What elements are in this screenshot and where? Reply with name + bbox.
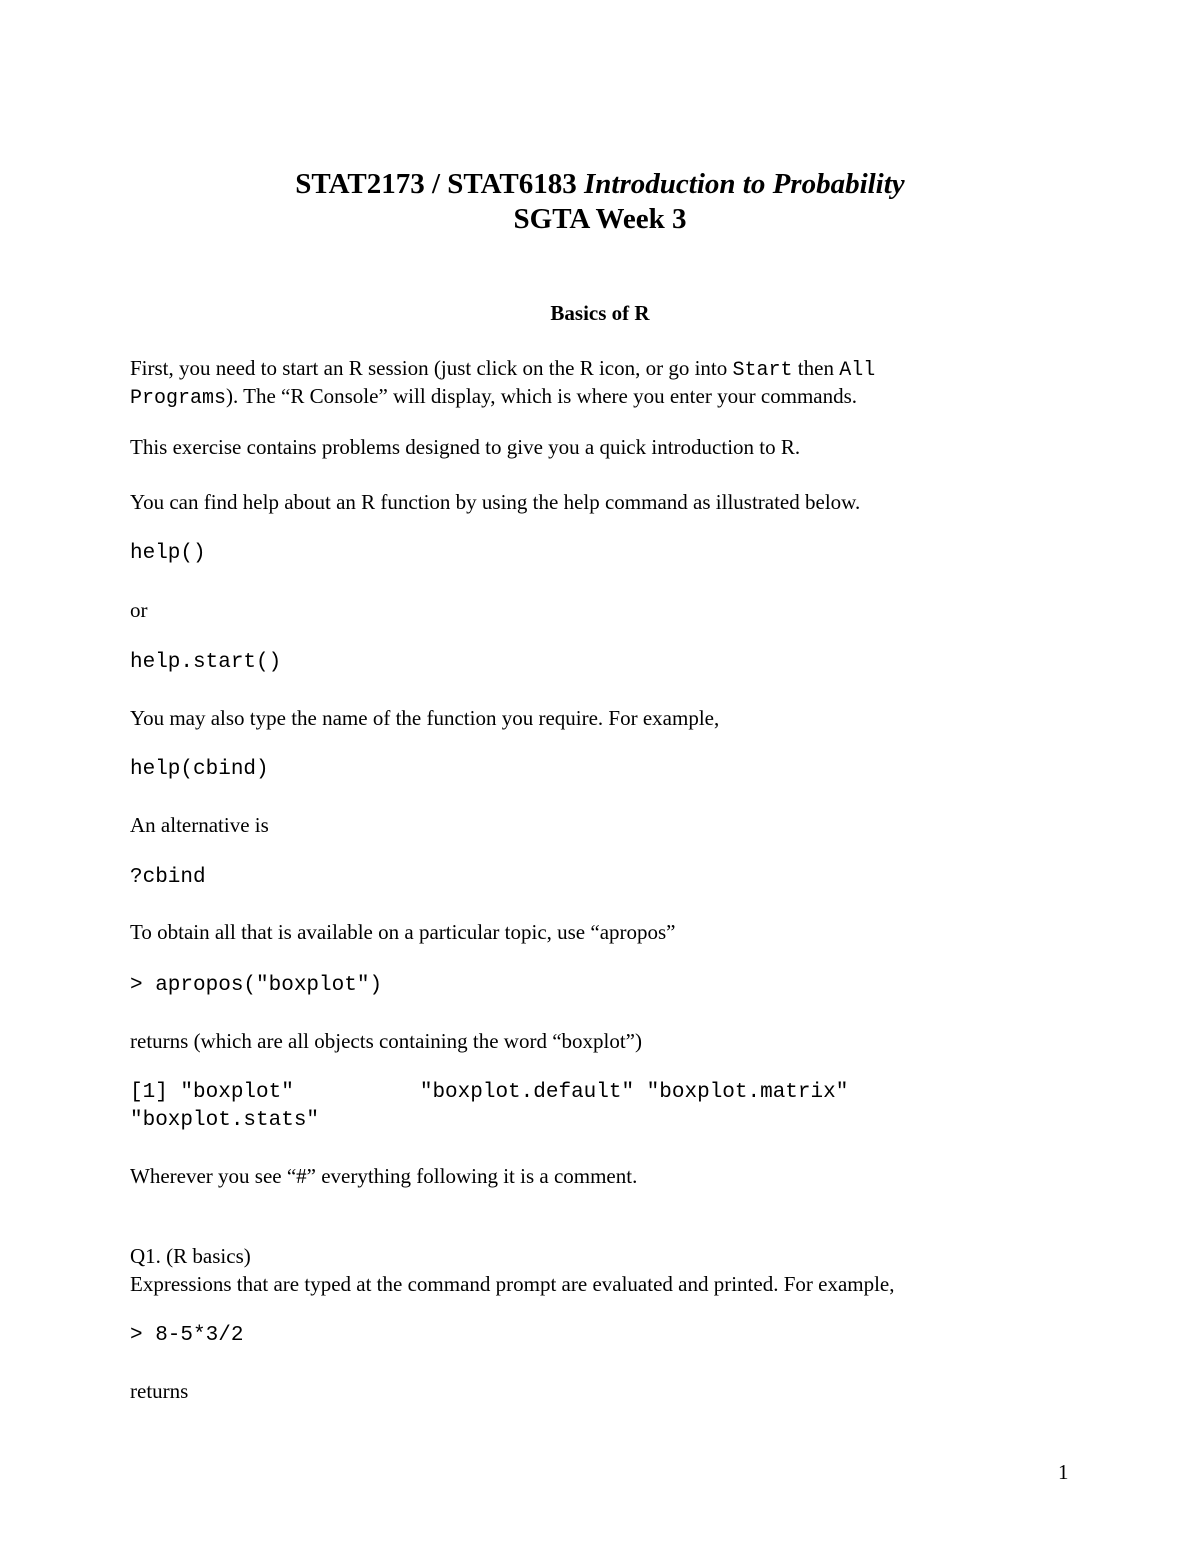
intro-text-b: then: [792, 356, 840, 380]
paragraph-help: You can find help about an R function by using the help command as illustrated below.: [130, 490, 861, 514]
paragraph-exercise: This exercise contains problems designed to give you a quick introduction to R.: [130, 435, 801, 459]
intro-text-rest: ). The “R Console” will display, which is where you enter your commands.: [226, 384, 858, 408]
inline-code-all: All: [839, 359, 876, 382]
code-question-cbind: ?cbind: [130, 866, 206, 889]
inline-code-start: Start: [732, 359, 793, 382]
code-expression: > 8-5*3/2: [130, 1324, 244, 1347]
paragraph-comment: Wherever you see “#” everything following it is a comment.: [130, 1164, 638, 1188]
paragraph-apropos: To obtain all that is available on a particular topic, use “apropos”: [130, 920, 676, 944]
intro-line-2: [130, 382, 1070, 413]
output-line-1: [1] "boxplot" "boxplot.default" "boxplot.matrix": [130, 1081, 849, 1104]
page-number: 1: [1058, 1460, 1069, 1484]
intro-line-1: [130, 354, 1070, 385]
output-line-2: "boxplot.stats": [130, 1109, 320, 1132]
paragraph-alternative: An alternative is: [130, 813, 269, 837]
word-returns: returns: [130, 1379, 189, 1403]
course-name: Introduction to Probability: [584, 168, 905, 200]
paragraph-returns-objects: returns (which are all objects containing the word “boxplot”): [130, 1029, 642, 1053]
code-help-start: help.start(): [130, 651, 282, 674]
inline-code-programs: Programs: [130, 387, 227, 410]
question-1-label: Q1. (R basics): [130, 1244, 251, 1268]
course-codes: STAT2173 / STAT6183: [295, 168, 585, 200]
intro-text-a: First, you need to start an R session (just click on the R icon, or go into: [130, 356, 733, 380]
paragraph-type-name: You may also type the name of the function you require. For example,: [130, 706, 720, 730]
code-help: help(): [130, 542, 206, 565]
document-title: [0, 166, 1200, 202]
section-heading: Basics of R: [550, 301, 650, 325]
code-help-cbind: help(cbind): [130, 758, 269, 781]
question-1-text: Expressions that are typed at the command prompt are evaluated and printed. For example,: [130, 1272, 895, 1296]
word-or: or: [130, 598, 148, 622]
code-apropos: > apropos("boxplot"): [130, 974, 383, 997]
document-subtitle: SGTA Week 3: [513, 203, 687, 235]
